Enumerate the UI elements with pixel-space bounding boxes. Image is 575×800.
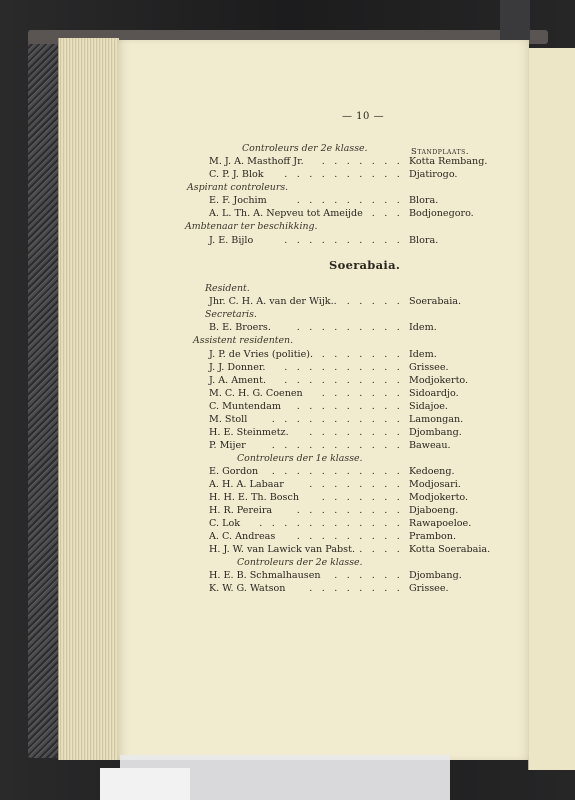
role-heading: Resident. [205, 283, 250, 294]
official-name: Jhr. C. H. A. van der Wijk.. [209, 296, 337, 307]
official-entry [209, 518, 519, 530]
posting-place: Kotta Rembang. [409, 156, 488, 167]
posting-place: Soerabaia. [409, 296, 462, 307]
role-heading: Controleurs der 2e klasse. [237, 557, 363, 568]
official-name: H. E. B. Schmalhausen [209, 570, 321, 581]
leader-dots: . . . . . . . . . [296, 322, 403, 333]
page-number: — 10 — [342, 111, 385, 122]
official-name: P. Mijer [209, 440, 246, 451]
leader-dots: . . . . . [346, 296, 403, 307]
official-entry [209, 583, 519, 595]
official-name: E. F. Jochim [209, 195, 267, 206]
posting-place: Rawapoeloe. [409, 518, 472, 529]
official-name: J. A. Ament. [209, 375, 267, 386]
posting-place: Prambon. [409, 531, 457, 542]
official-entry [209, 195, 519, 207]
official-name: J. E. Bijlo [209, 235, 254, 246]
official-name: J. J. Donner. [209, 362, 266, 373]
section-title: Soerabaia. [329, 258, 401, 272]
posting-place: Kedoeng. [409, 466, 455, 477]
official-entry [209, 296, 519, 308]
book-page [117, 40, 529, 760]
leader-dots: . . . . . . . . [309, 479, 403, 490]
leader-dots: . . . . . . . [321, 492, 403, 503]
official-entry [209, 570, 519, 582]
role-heading: Controleurs der 2e klasse. [242, 143, 368, 154]
official-name: C. P. J. Blok [209, 169, 264, 180]
official-name: H. H. E. Th. Bosch [209, 492, 300, 503]
role-heading: Ambtenaar ter beschikking. [185, 221, 318, 232]
official-entry [209, 169, 519, 181]
official-entry [209, 440, 519, 452]
tissue-paper-fold [100, 768, 190, 800]
posting-place: Grissee. [409, 583, 449, 594]
official-entry [209, 401, 519, 413]
official-entry [209, 235, 519, 247]
official-name: M. C. H. G. Coenen [209, 388, 303, 399]
official-entry [209, 208, 519, 220]
leader-dots: . . . . . . . [321, 156, 403, 167]
posting-place: Idem. [409, 349, 437, 360]
leader-dots: . . . . . . . . . [296, 401, 403, 412]
official-entry [209, 505, 519, 517]
official-name: C. Muntendam [209, 401, 281, 412]
leader-dots: . . . . . . . . . . [284, 362, 403, 373]
official-name: H. R. Pereira [209, 505, 273, 516]
leader-dots: . . . . . . . . . . . [271, 414, 403, 425]
official-entry [209, 492, 519, 504]
official-entry [209, 427, 519, 439]
official-name: H. J. W. van Lawick van Pabst. [209, 544, 356, 555]
posting-place: Modjokerto. [409, 492, 469, 503]
posting-place: Djatirogo. [409, 169, 458, 180]
book-cover-left [28, 30, 58, 758]
posting-place: Grissee. [409, 362, 449, 373]
leader-dots: . . . . . . . . . [296, 505, 403, 516]
posting-place: Modjokerto. [409, 375, 469, 386]
leader-dots: . . . . . . [334, 570, 403, 581]
official-name: A. L. Th. A. Nepveu tot Ameijde [209, 208, 363, 219]
leader-dots: . . . . . . . . [309, 427, 403, 438]
official-entry [209, 349, 519, 361]
posting-place: Blora. [409, 195, 439, 206]
leader-dots: . . . . [359, 544, 403, 555]
official-entry [209, 388, 519, 400]
official-entry [209, 375, 519, 387]
leader-dots: . . . . . . . . . [296, 195, 403, 206]
official-name: J. P. de Vries (politie). [209, 349, 314, 360]
posting-place: Sidoardjo. [409, 388, 459, 399]
official-name: M. Stoll [209, 414, 248, 425]
official-entry [209, 156, 519, 168]
posting-place: Idem. [409, 322, 437, 333]
official-entry [209, 414, 519, 426]
official-entry [209, 544, 519, 556]
role-heading: Assistent residenten. [193, 335, 294, 346]
role-heading: Controleurs der 1e klasse. [237, 453, 363, 464]
posting-place: Kotta Soerabaia. [409, 544, 491, 555]
leader-dots: . . . . . . . [321, 349, 403, 360]
official-name: K. W. G. Watson [209, 583, 286, 594]
leader-dots: . . . . . . . . . . [284, 235, 403, 246]
role-heading: Aspirant controleurs. [187, 182, 289, 193]
book-spine-top [500, 0, 530, 40]
leader-dots: . . . . . . . . . . [284, 375, 403, 386]
official-entry [209, 531, 519, 543]
official-entry [209, 466, 519, 478]
leader-dots: . . . . . . . [321, 388, 403, 399]
facing-page [528, 48, 575, 770]
leader-dots: . . . [371, 208, 403, 219]
leader-dots: . . . . . . . . [309, 583, 403, 594]
official-entry [209, 362, 519, 374]
posting-place: Lamongan. [409, 414, 464, 425]
official-name: A. H. A. Labaar [209, 479, 284, 490]
posting-place: Djaboeng. [409, 505, 459, 516]
official-entry [209, 322, 519, 334]
posting-place: Modjosari. [409, 479, 461, 490]
official-name: A. C. Andreas [209, 531, 276, 542]
posting-place: Blora. [409, 235, 439, 246]
official-name: C. Lok [209, 518, 241, 529]
role-heading: Secretaris. [205, 309, 257, 320]
leader-dots: . . . . . . . . . . . [271, 440, 403, 451]
official-name: B. E. Broers. [209, 322, 271, 333]
posting-place: Sidajoe. [409, 401, 448, 412]
posting-place: Djombang. [409, 570, 462, 581]
posting-place: Baweau. [409, 440, 451, 451]
page-edges [58, 38, 119, 760]
leader-dots: . . . . . . . . . [296, 531, 403, 542]
leader-dots: . . . . . . . . . . . [271, 466, 403, 477]
official-name: H. E. Steinmetz. [209, 427, 289, 438]
leader-dots: . . . . . . . . . . [284, 169, 403, 180]
leader-dots: . . . . . . . . . . . . [259, 518, 403, 529]
official-name: M. J. A. Masthoff Jr. [209, 156, 304, 167]
posting-place: Djombang. [409, 427, 462, 438]
official-entry [209, 479, 519, 491]
official-name: E. Gordon [209, 466, 259, 477]
column-header-standplaats: Standplaats. [411, 146, 470, 156]
posting-place: Bodjonegoro. [409, 208, 474, 219]
